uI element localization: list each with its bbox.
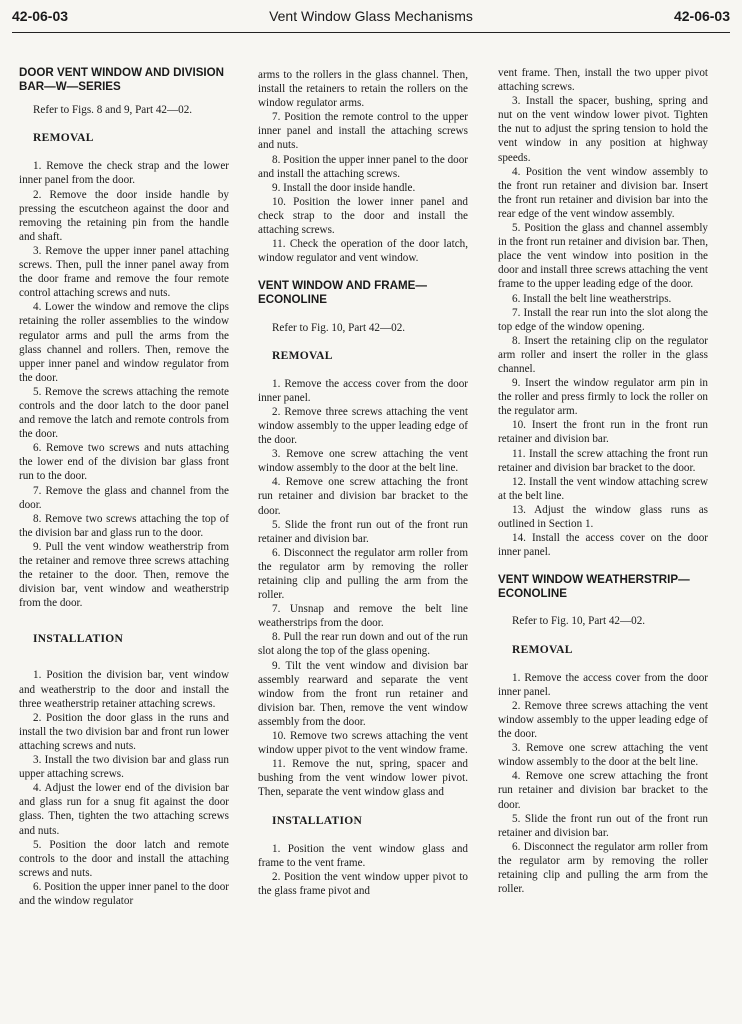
step: 3. Remove the upper inner panel attaching screws. Then, pull the inner panel away from the door frame and remove the four remote control attaching screws and nuts. (19, 244, 229, 300)
step: 13. Adjust the window glass runs as outlined in Section 1. (498, 503, 708, 530)
step: 10. Position the lower inner panel and check strap to the door and install the attaching screws. (258, 195, 468, 237)
step: 4. Lower the window and remove the clips retaining the roller assemblies to the window regulator arms and pull the arms from the glass channel and rollers. Then, remove the upper inner panel and window regulator from the door. (19, 301, 229, 384)
removal-steps (498, 671, 708, 897)
step: 4. Remove one screw attaching the front run retainer and division bar bracket to the door. (258, 476, 468, 517)
step: 5. Position the door latch and remote controls to the door and install the attaching screws and nuts. (19, 838, 229, 879)
installation-steps (258, 842, 468, 898)
step: 1. Remove the access cover from the door inner panel. (258, 377, 468, 404)
step: 7. Remove the glass and channel from the door. (19, 484, 229, 511)
step: 1. Remove the access cover from the door inner panel. (498, 671, 708, 698)
column-2 (258, 68, 468, 898)
page-header (12, 8, 730, 30)
step: 5. Slide the front run out of the front run retainer and division bar. (258, 518, 468, 545)
header-rule (12, 32, 730, 33)
step: 3. Remove one screw attaching the vent window assembly to the door at the belt line. (498, 742, 708, 769)
step: 3. Install the two division bar and glass run upper attaching screws. (19, 754, 229, 781)
removal-steps (258, 377, 468, 800)
step: 5. Slide the front run out of the front run retainer and division bar. (498, 812, 708, 839)
step: 2. Remove three screws attaching the vent window assembly to the upper leading edge of the door. (498, 699, 708, 741)
installation-heading: INSTALLATION (272, 814, 363, 827)
page-title: Vent Window Glass Mechanisms (269, 8, 473, 24)
step: 11. Check the operation of the door latch, window regulator and vent window. (258, 238, 468, 265)
step: 3. Remove one screw attaching the vent window assembly to the door at the belt line. (258, 448, 468, 475)
step: 7. Position the remote control to the upper inner panel and install the attaching screws and nuts. (258, 111, 468, 152)
page-number-left: 42-06-03 (12, 8, 69, 24)
step: 9. Insert the window regulator arm pin in the roller and press firmly to lock the roller on the regulator arm. (498, 377, 708, 418)
removal-heading: REMOVAL (33, 132, 94, 145)
step: 5. Remove the screws attaching the remote controls and the door latch to the door panel and remove the latch and remote controls from the door. (19, 385, 229, 441)
step: 14. Install the access cover on the door inner panel. (498, 532, 708, 559)
step: 9. Install the door inside handle. (272, 181, 416, 194)
step: 10. Insert the front run in the front run retainer and division bar. (498, 419, 708, 446)
step: 3. Install the spacer, bushing, spring and nut on the vent window lower pivot. Tighten the nut to adjust the spring tension to hold the vent window in any position at highway speeds. (498, 95, 708, 164)
step: 1. Position the division bar, vent window and weatherstrip to the door and install the three weatherstrip retainer attaching screws. (19, 669, 229, 710)
step: 1. Remove the check strap and the lower inner panel from the door. (19, 160, 229, 187)
column-1 (19, 66, 229, 908)
step: 11. Remove the nut, spring, spacer and bushing from the vent window lower pivot. Then, separate the vent window glass and (258, 758, 468, 799)
step: 12. Install the vent window attaching screw at the belt line. (498, 475, 708, 502)
step: 2. Position the vent window upper pivot to the glass frame pivot and (258, 870, 468, 897)
step: 1. Position the vent window glass and frame to the vent frame. (258, 842, 468, 869)
step: 6. Disconnect the regulator arm roller from the regulator arm by removing the roller retaining clip and pulling the arm from the roller. (258, 546, 468, 602)
column-3 (498, 66, 708, 896)
step: 8. Pull the rear run down and out of the run slot along the top of the glass opening. (258, 631, 468, 658)
step: 6. Install the belt line weatherstrips. (512, 292, 672, 305)
step: 6. Disconnect the regulator arm roller from the regulator arm by removing the roller retaining clip and pulling the arm from the roller. (498, 840, 708, 896)
step: 2. Remove three screws attaching the vent window assembly to the upper leading edge of the door. (258, 405, 468, 447)
section-reference: Refer to Fig. 10, Part 42—02. (272, 321, 406, 334)
step: 6. Position the upper inner panel to the door and the window regulator (19, 880, 229, 907)
step: 11. Install the screw attaching the front run retainer and division bar bracket to the door. (498, 447, 708, 474)
continued-text: vent frame. Then, install the two upper pivot attaching screws. (498, 67, 708, 94)
step: 6. Remove two screws and nuts attaching the lower end of the division bar glass front run to the door. (19, 442, 229, 483)
step: 8. Insert the retaining clip on the regulator arm roller and insert the roller in the glass channel. (498, 334, 708, 375)
step: 2. Position the door glass in the runs and install the two division bar and front run lower attaching screws and nuts. (19, 711, 229, 752)
step: 9. Pull the vent window weatherstrip from the retainer and remove three screws attaching the retainer to the door. Then, remove the division bar, vent window and weatherstrip from the door. (19, 540, 229, 610)
step: 5. Position the glass and channel assembly in the front run retainer and division bar. Then, place the vent window into position in the door and install three screws attaching the vent frame to the upper leading edge of the door. (498, 222, 708, 291)
step: 2. Remove the door inside handle by pressing the escutcheon against the door and removing the retaining pin from the handle and shaft. (19, 188, 229, 243)
installation-steps (19, 668, 229, 908)
section-heading-econoline-frame: VENT WINDOW AND FRAME—ECONOLINE (258, 279, 427, 306)
section-heading-w-series: DOOR VENT WINDOW AND DIVISION BAR—W—SERIES (19, 66, 225, 93)
step: 8. Remove two screws attaching the top of the division bar and glass run to the door. (19, 512, 229, 539)
section-reference: Refer to Fig. 10, Part 42—02. (512, 615, 646, 628)
page-number-right: 42-06-03 (673, 8, 730, 24)
removal-steps (19, 159, 229, 610)
step: 8. Position the upper inner panel to the door and install the attaching screws. (258, 153, 468, 180)
step: 4. Position the vent window assembly to the front run retainer and division bar. Insert the front run retainer and division bar into the rear edge of the vent window assembly. (498, 165, 708, 220)
installation-heading: INSTALLATION (33, 633, 124, 646)
step: 10. Remove two screws attaching the vent window upper pivot to the vent window frame. (258, 730, 468, 757)
step: 9. Tilt the vent window and division bar assembly rearward and separate the vent window from the front run retainer and division bar. Then, remove the vent window assembly from the door. (258, 659, 468, 728)
step: 7. Install the rear run into the slot along the top edge of the window opening. (498, 306, 708, 333)
step: 4. Adjust the lower end of the division bar and glass run for a snug fit against the door glass. Then, tighten the two attaching screws and nuts. (19, 782, 229, 837)
continued-text: arms to the rollers in the glass channel. Then, install the retainers to retain the rollers on the window regulator arms. (258, 69, 468, 110)
removal-heading: REMOVAL (272, 349, 333, 362)
step: 7. Unsnap and remove the belt line weatherstrips from the door. (258, 603, 468, 630)
section-heading-econoline-weatherstrip: VENT WINDOW WEATHERSTRIP—ECONOLINE (498, 573, 690, 600)
section-reference: Refer to Figs. 8 and 9, Part 42—02. (33, 104, 193, 117)
removal-heading: REMOVAL (512, 643, 573, 656)
step: 4. Remove one screw attaching the front run retainer and division bar bracket to the door. (498, 770, 708, 811)
